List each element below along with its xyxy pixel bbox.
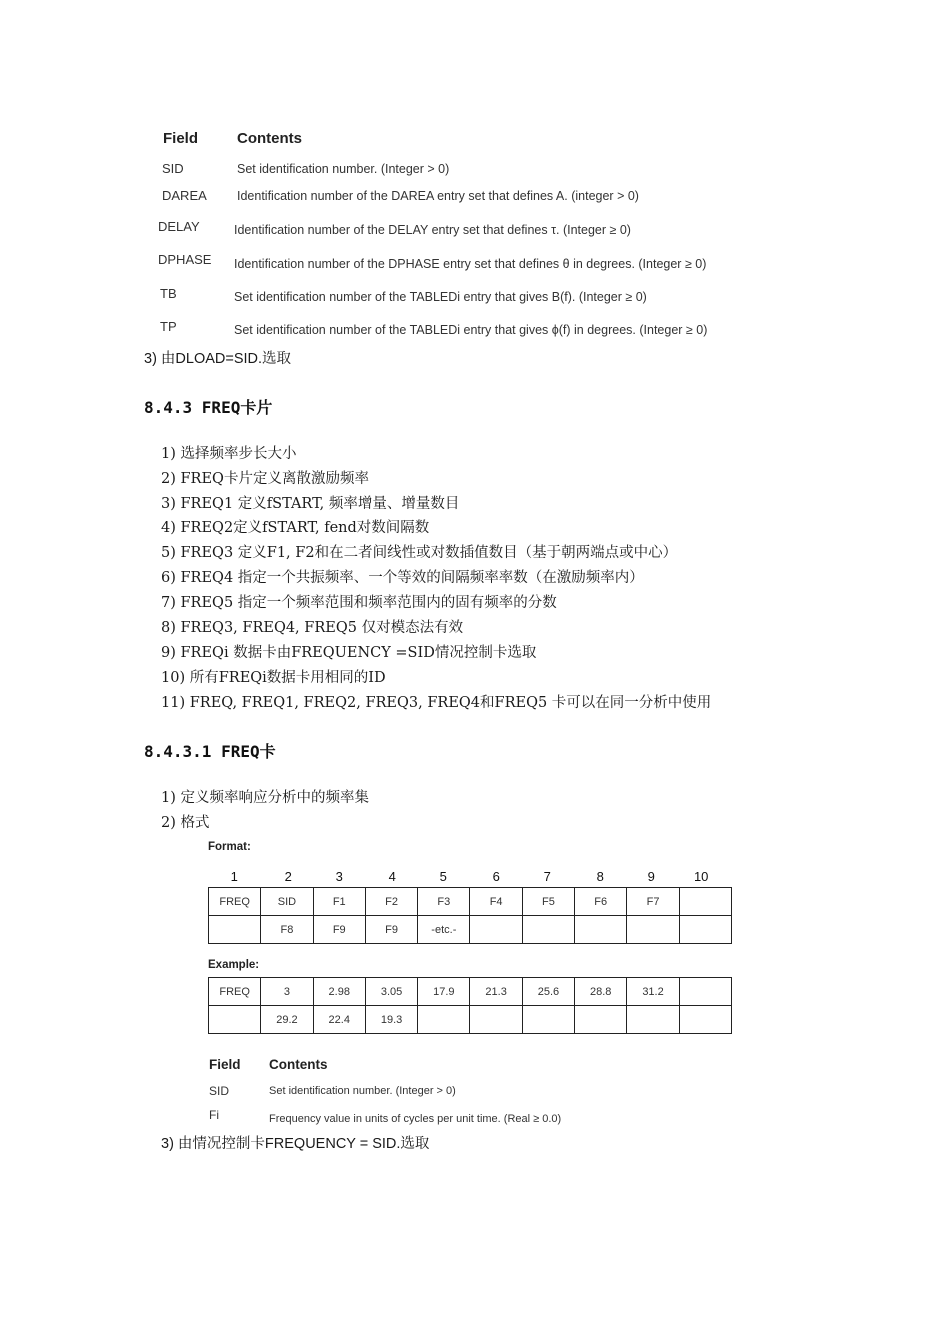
dload-field-desc: Identification number of the DELAY entry set that defines τ. (Integer ≥ 0) [234, 223, 631, 237]
table-cell: 3 [261, 978, 313, 1006]
column-number: 5 [439, 869, 447, 884]
table-cell: F9 [313, 916, 365, 944]
dload-field-name: DPHASE [158, 252, 212, 267]
table-cell [209, 916, 261, 944]
dload-field-desc: Identification number of the DAREA entry set that defines A. (integer > 0) [237, 189, 639, 203]
table-cell: F1 [313, 888, 365, 916]
dload-field-name: DAREA [162, 188, 207, 203]
table-cell [418, 1006, 470, 1034]
dload-note: 3) 由DLOAD=SID.选取 [144, 351, 292, 367]
column-number: 8 [596, 869, 604, 884]
dload-field-name: SID [162, 161, 184, 176]
list-item: 1) 选择频率步长大小 [161, 446, 297, 462]
table-cell: 25.6 [522, 978, 574, 1006]
table-cell [627, 916, 679, 944]
table-row [209, 888, 732, 916]
format-label: Format: [208, 841, 251, 853]
column-number: 9 [647, 869, 655, 884]
list-item: 4) FREQ2定义fSTART, fend对数间隔数 [161, 520, 430, 536]
table-cell: FREQ [209, 888, 261, 916]
table-cell: F5 [522, 888, 574, 916]
freq-field-name: SID [209, 1084, 230, 1098]
table-cell: 31.2 [627, 978, 679, 1006]
table-cell [627, 1006, 679, 1034]
table-cell: F6 [575, 888, 627, 916]
list-item: 6) FREQ4 指定一个共振频率、一个等效的间隔频率率数（在激励频率内） [161, 570, 644, 586]
column-number: 7 [543, 869, 551, 884]
freq-contents-header: Contents [269, 1057, 328, 1072]
freq-note: 3) 由情况控制卡FREQUENCY = SID.选取 [161, 1136, 430, 1152]
dload-field-name: TP [160, 319, 177, 334]
table-cell [679, 916, 731, 944]
table-cell: F9 [365, 916, 417, 944]
example-table [208, 977, 732, 1034]
list-item: 2) FREQ卡片定义离散激励频率 [161, 471, 369, 487]
table-cell: F8 [261, 916, 313, 944]
freq-field-header: Field [209, 1057, 241, 1072]
dload-field-name: DELAY [158, 219, 200, 234]
table-cell: SID [261, 888, 313, 916]
section-heading-8-4-3: 8.4.3 FREQ卡片 [144, 398, 273, 417]
column-number: 1 [230, 869, 238, 884]
table-cell: 17.9 [418, 978, 470, 1006]
table-cell [679, 888, 731, 916]
table-cell: F3 [418, 888, 470, 916]
dload-field-desc: Identification number of the DPHASE entry set that defines θ in degrees. (Integer ≥ 0) [234, 257, 707, 271]
table-row [209, 978, 732, 1006]
dload-contents-header: Contents [237, 130, 302, 147]
table-cell: 29.2 [261, 1006, 313, 1034]
table-cell: F2 [365, 888, 417, 916]
table-cell: 22.4 [313, 1006, 365, 1034]
table-cell: F4 [470, 888, 522, 916]
table-cell [575, 1006, 627, 1034]
table-cell: 3.05 [365, 978, 417, 1006]
dload-field-desc: Set identification number of the TABLEDi entry that gives B(f). (Integer ≥ 0) [234, 290, 647, 304]
table-cell: F7 [627, 888, 679, 916]
list-item: 5) FREQ3 定义F1, F2和在二者间线性或对数插值数目（基于朝两端点或中心） [161, 545, 678, 561]
table-cell: 19.3 [365, 1006, 417, 1034]
table-cell: -etc.- [418, 916, 470, 944]
table-cell: 21.3 [470, 978, 522, 1006]
column-number: 3 [335, 869, 343, 884]
table-row [209, 1006, 732, 1034]
column-number: 4 [388, 869, 396, 884]
table-cell [679, 978, 731, 1006]
freq-field-desc: Frequency value in units of cycles per unit time. (Real ≥ 0.0) [269, 1113, 562, 1125]
freq-field-desc: Set identification number. (Integer > 0) [269, 1085, 456, 1097]
table-row [209, 916, 732, 944]
table-cell [575, 916, 627, 944]
list-item: 1) 定义频率响应分析中的频率集 [161, 790, 369, 806]
list-item: 7) FREQ5 指定一个频率范围和频率范围内的固有频率的分数 [161, 595, 557, 611]
format-table [208, 887, 732, 944]
table-cell [470, 1006, 522, 1034]
column-number: 2 [284, 869, 292, 884]
table-cell: FREQ [209, 978, 261, 1006]
table-cell: 28.8 [575, 978, 627, 1006]
table-cell [522, 916, 574, 944]
table-cell [679, 1006, 731, 1034]
list-item: 11) FREQ, FREQ1, FREQ2, FREQ3, FREQ4和FREQ5 卡可以在同一分析中使用 [161, 695, 712, 711]
freq-field-name: Fi [209, 1108, 219, 1122]
table-cell [209, 1006, 261, 1034]
dload-field-desc: Set identification number. (Integer > 0) [237, 162, 450, 176]
list-item: 8) FREQ3, FREQ4, FREQ5 仅对模态法有效 [161, 620, 464, 636]
table-cell [522, 1006, 574, 1034]
table-cell: 2.98 [313, 978, 365, 1006]
table-cell [470, 916, 522, 944]
dload-field-header: Field [163, 130, 199, 147]
dload-field-name: TB [160, 286, 177, 301]
list-item: 3) FREQ1 定义fSTART, 频率增量、增量数目 [161, 496, 460, 512]
list-item: 10) 所有FREQi数据卡用相同的ID [161, 670, 386, 686]
dload-field-desc: Set identification number of the TABLEDi entry that gives ϕ(f) in degrees. (Integer ≥ 0) [234, 323, 708, 337]
list-item: 2) 格式 [161, 815, 210, 831]
column-number: 10 [693, 869, 709, 884]
column-number: 6 [492, 869, 500, 884]
section-heading-8-4-3-1: 8.4.3.1 FREQ卡 [144, 742, 276, 761]
list-item: 9) FREQi 数据卡由FREQUENCY =SID情况控制卡选取 [161, 645, 537, 661]
example-label: Example: [208, 959, 260, 971]
